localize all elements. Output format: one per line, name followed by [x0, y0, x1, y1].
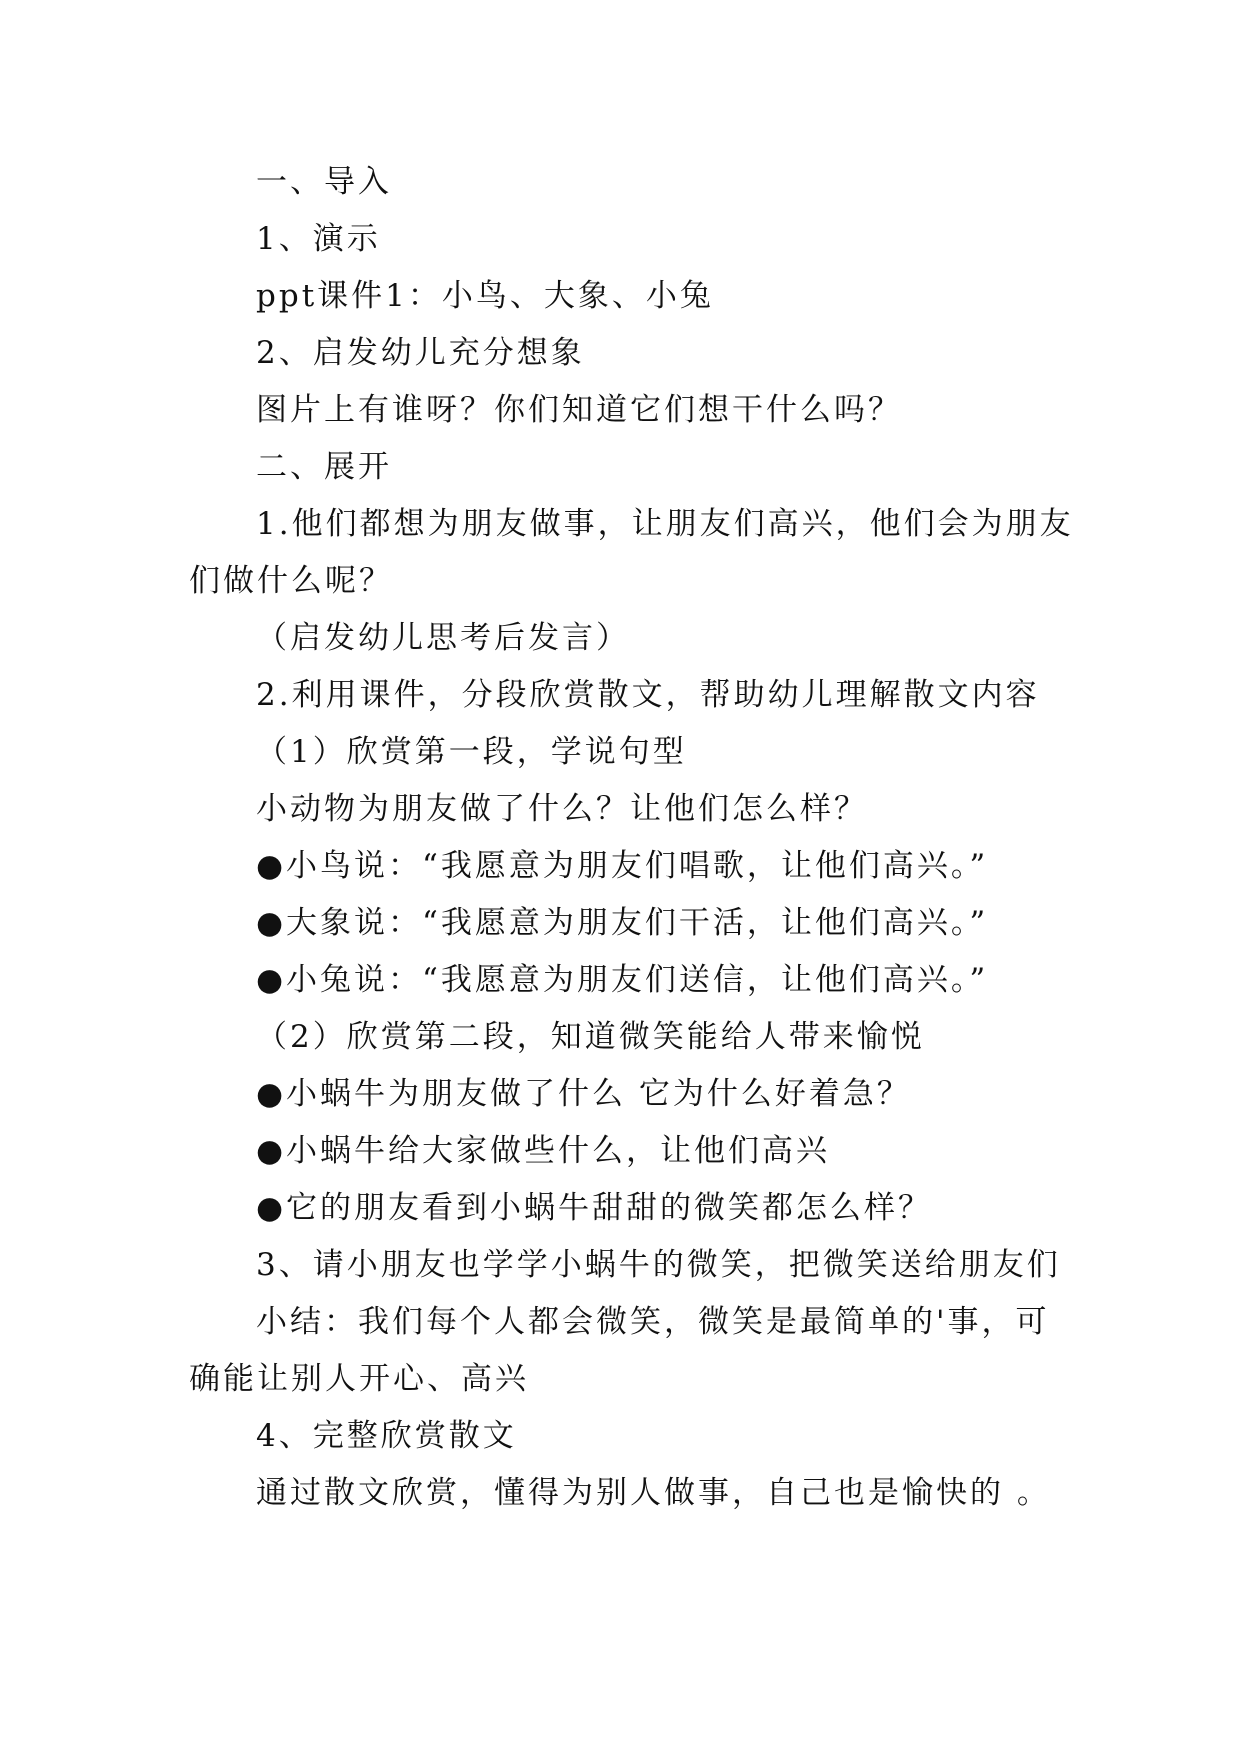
section-heading-expand: 二、展开 [256, 449, 392, 485]
sub-item-first-paragraph: （1）欣赏第一段，学说句型 [256, 734, 687, 770]
sub-item-second-paragraph: （2）欣赏第二段，知道微笑能给人带来愉悦 [256, 1019, 925, 1055]
step-full-appreciation: 4、完整欣赏散文 [256, 1418, 517, 1454]
bullet-elephant: ●大象说：“我愿意为朋友们干活，让他们高兴。” [256, 905, 989, 941]
section-heading-intro: 一、导入 [256, 164, 392, 200]
bullet-snail-question-3: ●它的朋友看到小蜗牛甜甜的微笑都怎么样？ [256, 1190, 933, 1226]
step-inspire-imagination: 2、启发幼儿充分想象 [256, 335, 585, 371]
summary-line-2: 确能让别人开心、高兴 [189, 1361, 529, 1397]
step-learn-smile: 3、请小朋友也学学小蜗牛的微笑，把微笑送给朋友们 [256, 1247, 1061, 1283]
closing-line: 通过散文欣赏，懂得为别人做事，自己也是愉快的 。 [256, 1475, 1051, 1511]
bullet-rabbit: ●小兔说：“我愿意为朋友们送信，让他们高兴。” [256, 962, 989, 998]
bullet-snail-question-2: ●小蜗牛给大家做些什么，让他们高兴 [256, 1133, 831, 1169]
bullet-bird: ●小鸟说：“我愿意为朋友们唱歌，让他们高兴。” [256, 848, 989, 884]
expand-item-2: 2.利用课件，分段欣赏散文，帮助幼儿理解散文内容 [256, 677, 1040, 713]
expand-item-1-line-1: 1.他们都想为朋友做事，让朋友们高兴，他们会为朋友 [256, 506, 1074, 542]
summary-line-1: 小结：我们每个人都会微笑，微笑是最简单的'事，可 [256, 1304, 1050, 1340]
animal-question: 小动物为朋友做了什么？让他们怎么样？ [256, 791, 868, 827]
expand-item-1-line-2: 们做什么呢？ [189, 563, 393, 599]
note-children-speak: （启发幼儿思考后发言） [256, 620, 630, 656]
step-demo: 1、演示 [256, 221, 381, 257]
picture-question: 图片上有谁呀？你们知道它们想干什么吗？ [256, 392, 902, 428]
ppt-courseware-line: ppt课件1：小鸟、大象、小兔 [256, 278, 714, 314]
bullet-snail-question-1: ●小蜗牛为朋友做了什么 它为什么好着急？ [256, 1076, 911, 1112]
